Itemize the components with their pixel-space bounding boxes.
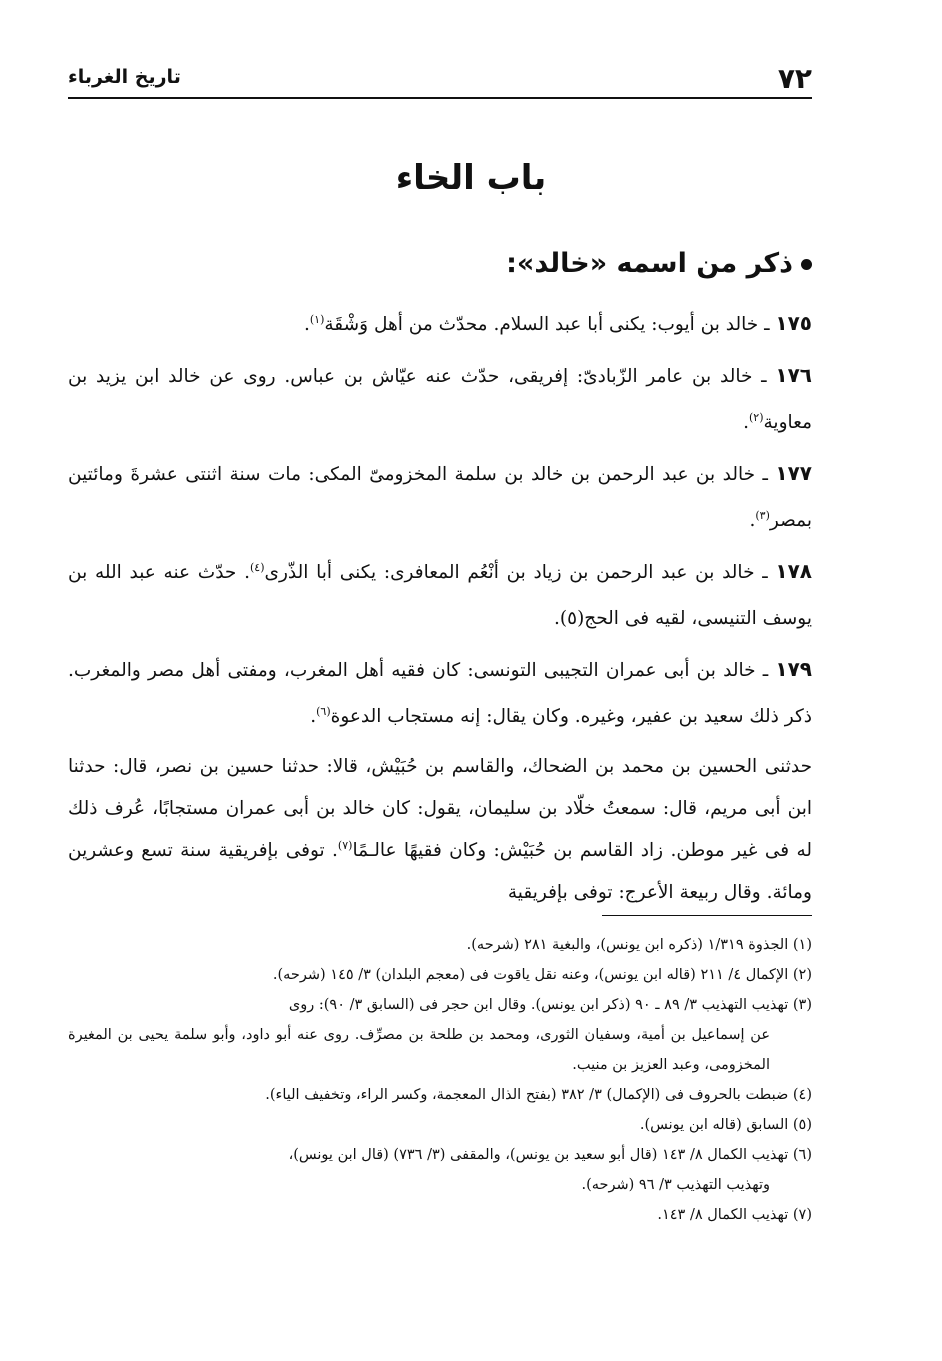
footnote-7: (٧) تهذيب الكمال ٨/ ١٤٣. [657,1207,812,1223]
narration-text: حدثنى الحسين بن محمد بن الضحاك، والقاسم بن حُبَيْش، قالا: حدثنا حسين بن نصر، قال: حدثنا ابن أبى مريم، قال: سمعتُ خلّاد بن سليمان، يقول: كان خالد بن أبى عمران مستجابًا، عُرف ذلك له فى غير موطن. زاد القاسم بن حُبَيْش: وكان فقيهًا عالـمًا [68,756,812,861]
entry-text: خالد بن عبد الرحمن بن خالد بن سلمة المخزومىّ المكى: مات سنة اثنتى عشرةَ ومائتين بمصر [68,464,812,531]
footnote-2: (٢) الإكمال ٤/ ٢١١ (قاله ابن يونس)، وعنه نقل ياقوت فى (معجم البلدان) ٣/ ١٤٥ (شرحه). [272,967,812,983]
running-header [68,62,812,98]
footnote-rule [602,915,812,916]
footnote-1: (١) الجذوة ١/٣١٩ (ذكره ابن يونس)، والبغية ٢٨١ (شرحه). [466,937,812,953]
section-heading [506,248,812,279]
entry-178: ١٧٨ ـ خالد بن عبد الرحمن بن زياد بن أنْعُم المعافرى: يكنى أبا الذّرى$^{(٤)}$. حدّث عنه عبد الله بن يوسف التنيسى، لقيه فى الحج(٥). [68,559,812,629]
footnotes [68,930,812,1230]
section-heading-text: ذكر من اسمه «خالد»: [506,248,793,279]
entry-text: خالد بن أبى عمران التجيبى التونسى: كان فقيه أهل المغرب، ومفتى أهل مصر والمغرب. ذكر ذلك سعيد بن عفير، وغيره. وكان يقال: إنه مستجاب الدعوة [68,660,812,727]
entry-number: ١٧٥ [775,311,812,335]
footnote-ref: (١) [309,312,325,326]
footnote-ref: (٦) [316,704,331,718]
bullet-icon [801,259,812,270]
entry-176: ١٧٦ ـ خالد بن عامر الزّبادىّ: إفريقى، حدّث عنه عيّاش بن عباس. روى عن خالد ابن يزيد بن معاوية$^{(٢)}$. [68,363,812,433]
chapter-title: باب الخاء [395,158,547,198]
entry-177: ١٧٧ ـ خالد بن عبد الرحمن بن خالد بن سلمة المخزومىّ المكى: مات سنة اثنتى عشرةَ ومائتين بمصر$^{(٣)}$. [68,461,812,531]
entry-175: ١٧٥ ـ خالد بن أيوب: يكنى أبا عبد السلام. محدّث من أهل وَشْقَة$^{(١)}$. [303,311,812,335]
header-rule [68,97,812,99]
entry-number: ١٧٦ [775,363,812,387]
entry-number: ١٧٩ [775,657,812,681]
entry-179: ١٧٩ ـ خالد بن أبى عمران التجيبى التونسى: كان فقيه أهل المغرب، ومفتى أهل مصر والمغرب. ذكر ذلك سعيد بن عفير، وغيره. وكان يقال: إنه مستجاب الدعوة$^{(٦)}$. [68,657,812,727]
footnote-3: (٣) تهذيب التهذيب ٣/ ٨٩ ـ ٩٠ (ذكر ابن يونس). وقال ابن حجر فى (السابق ٣/ ٩٠): روى [288,997,812,1013]
footnote-ref: (٢) [749,410,764,424]
footnote-5: (٥) السابق (قاله ابن يونس). [639,1117,812,1133]
entry-number: ١٧٨ [775,559,812,583]
footnote-3-continuation: عن إسماعيل بن أمية، وسفيان الثورى، ومحمد بن طلحة بن مصرِّف. روى عنه أبو داود، وأبو سلمة يحيى بن المغيرة المخزومى، وعبد العزيز بن منيب. [68,1027,770,1073]
footnote-6-continuation: وتهذيب التهذيب ٣/ ٩٦ (شرحه). [581,1177,770,1193]
footnote-ref: (٤) [249,560,265,574]
entry-number: ١٧٧ [775,461,812,485]
entry-text: خالد بن عبد الرحمن بن زياد بن أنْعُم المعافرى: يكنى أبا الذّرى [264,562,755,583]
entry-text: خالد بن عامر الزّبادىّ: إفريقى، حدّث عنه عيّاش بن عباس. روى عن خالد ابن يزيد بن معاوية [68,366,812,433]
book-title: تاريخ الغرباء [68,66,181,88]
footnote-ref: (٧) [337,838,353,852]
footnote-ref: (٣) [755,508,770,522]
footnote-4: (٤) ضبطت بالحروف فى (الإكمال) ٣/ ٣٨٢ (بفتح الذال المعجمة، وكسر الراء، وتخفيف الياء). [265,1087,812,1103]
body-text [68,300,812,914]
entry-text: خالد بن أيوب: يكنى أبا عبد السلام. محدّث من أهل وَشْقَة [324,314,759,335]
footnote-6: (٦) تهذيب الكمال ٨/ ١٤٣ (قال أبو سعيد بن يونس)، والمقفى (٣/ ٧٣٦) (قال ابن يونس)، [288,1147,812,1163]
page-number: ٧٢ [777,62,812,95]
narration-paragraph: حدثنى الحسين بن محمد بن الضحاك، والقاسم بن حُبَيْش، قالا: حدثنا حسين بن نصر، قال: حدثنا ابن أبى مريم، قال: سمعتُ خلّاد بن سليمان، يقول: كان خالد بن أبى عمران مستجابًا، عُرف ذلك له فى غير موطن. زاد القاسم بن حُبَيْش: وكان فقيهًا عالـمًا$^{(٧)}$. توفى بإفريقية سنة تسع وعشرين ومائة. وقال ربيعة الأعرج: توفى بإفريقية [68,756,812,903]
